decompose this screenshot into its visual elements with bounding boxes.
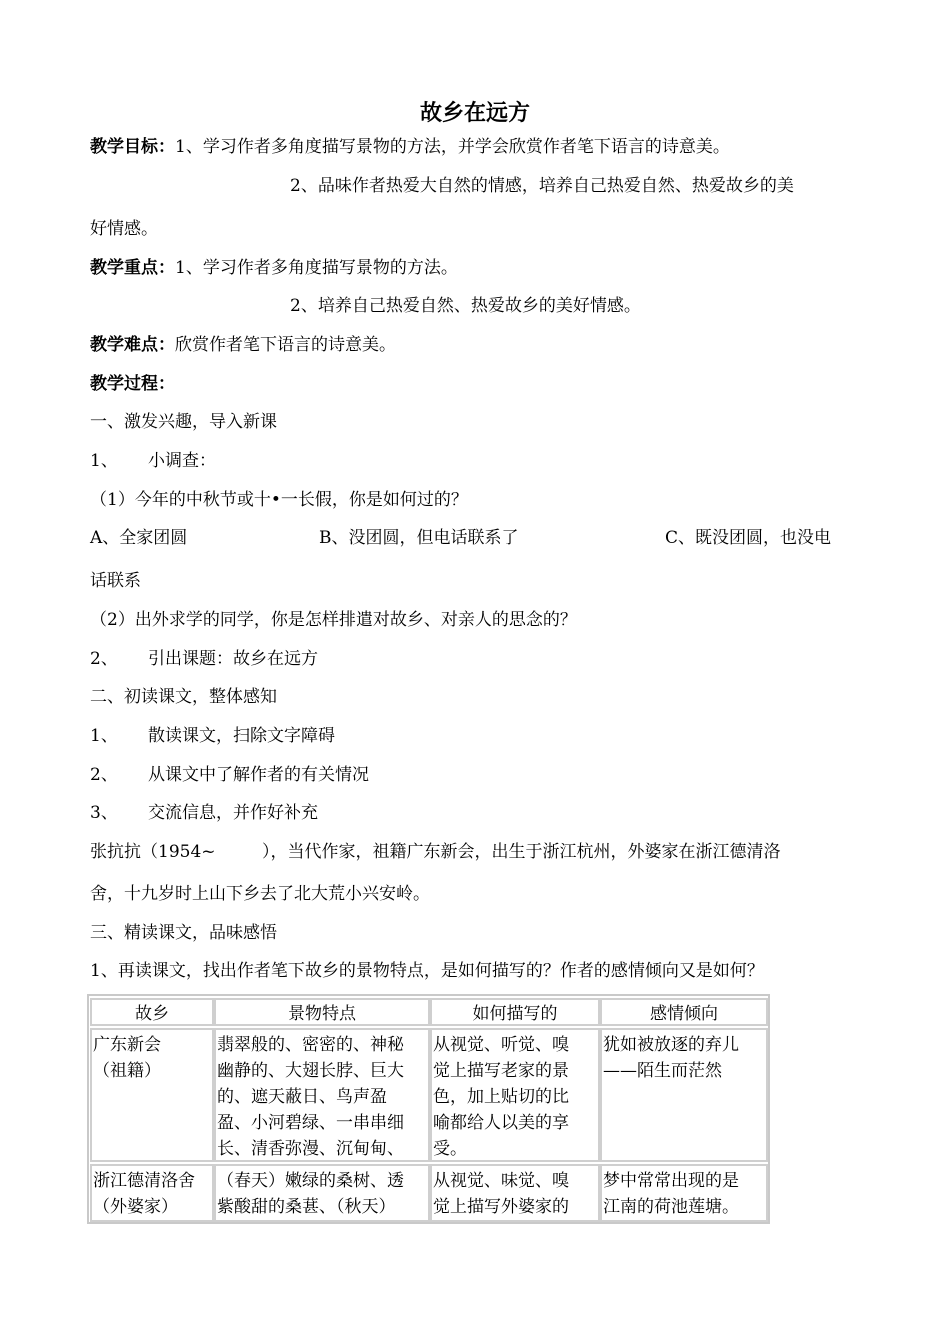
s1-2-number: 2、 <box>90 649 118 669</box>
author-intro-line2: 舍，十九岁时上山下乡去了北大荒小兴安岭。 <box>90 884 430 904</box>
objectives-label: 教学目标： <box>90 137 175 157</box>
difficulty-line <box>90 334 396 356</box>
author-intro-b: ），当代作家，祖籍广东新会，出生于浙江杭州，外婆家在浙江德清洛 <box>262 842 781 862</box>
task-1: 1、再读课文，找出作者笔下故乡的景物特点，是如何描写的？作者的感情倾向又是如何？ <box>90 961 764 981</box>
scenery-table <box>87 994 770 1224</box>
key-point-1: 1、学习作者多角度描写景物的方法。 <box>175 258 458 278</box>
row1-features-line: 的、遮天蔽日、鸟声盈 <box>217 1087 387 1107</box>
row1-how <box>430 1028 600 1162</box>
header-features: 景物特点 <box>214 998 430 1026</box>
row1-features-line: 盈、小河碧绿、一串串细 <box>217 1113 404 1133</box>
row1-how-line: 从视觉、听觉、嗅 <box>433 1035 569 1055</box>
option-c: C、既没团圆，也没电 <box>665 528 832 548</box>
row1-how-line: 色，加上贴切的比 <box>433 1087 569 1107</box>
row2-place-line: 浙江德清洛舍 <box>93 1171 195 1191</box>
row1-feeling <box>600 1028 768 1162</box>
objective-1: 1、学习作者多角度描写景物的方法，并学会欣赏作者笔下语言的诗意美。 <box>175 137 730 157</box>
row2-place-line: （外婆家） <box>93 1197 178 1217</box>
key-points-label: 教学重点： <box>90 258 175 278</box>
objective-2-line2: 好情感。 <box>90 219 158 239</box>
s1-2-text: 引出课题：故乡在远方 <box>148 649 318 669</box>
row2-features-line: （春天）嫩绿的桑树、透 <box>217 1171 404 1191</box>
section-1-heading: 一、激发兴趣，导入新课 <box>90 412 277 432</box>
option-b: B、没团圆，但电话联系了 <box>319 528 519 548</box>
row1-how-line: 觉上描写老家的景 <box>433 1061 569 1081</box>
objective-2-line1: 2、品味作者热爱大自然的情感，培养自己热爱自然、热爱故乡的美 <box>290 176 794 196</box>
author-intro-a: 张抗抗（1954~ <box>90 842 216 862</box>
header-how: 如何描写的 <box>430 998 600 1026</box>
row1-features <box>214 1028 430 1162</box>
header-feeling: 感情倾向 <box>600 998 768 1026</box>
row1-how-line: 受。 <box>433 1139 467 1159</box>
row1-how-line: 喻都给人以美的享 <box>433 1113 569 1133</box>
option-a: A、全家团圆 <box>90 528 188 548</box>
row1-place <box>90 1028 214 1162</box>
question-1: （1）今年的中秋节或十•一长假，你是如何过的？ <box>90 490 468 510</box>
row2-features-line: 紫酸甜的桑葚、（秋天） <box>217 1197 396 1217</box>
key-point-2: 2、培养自己热爱自然、热爱故乡的美好情感。 <box>290 296 641 316</box>
s2-1-text: 散读课文，扫除文字障碍 <box>148 726 335 746</box>
s2-2-text: 从课文中了解作者的有关情况 <box>148 765 369 785</box>
row2-how-line: 觉上描写外婆家的 <box>433 1197 569 1217</box>
row1-feeling-line: 犹如被放逐的弃儿 <box>603 1035 739 1055</box>
option-c-continued: 话联系 <box>90 571 141 591</box>
row2-feeling <box>600 1164 768 1222</box>
header-hometown: 故乡 <box>90 998 214 1026</box>
row1-place-line: 广东新会 <box>93 1035 161 1055</box>
row2-how-line: 从视觉、味觉、嗅 <box>433 1171 569 1191</box>
row1-feeling-line: ——陌生而茫然 <box>603 1061 722 1081</box>
row2-feeling-line: 梦中常常出现的是 <box>603 1171 739 1191</box>
s2-2-number: 2、 <box>90 765 118 785</box>
process-label: 教学过程： <box>90 374 175 394</box>
row2-place <box>90 1164 214 1222</box>
row1-features-line: 幽静的、大翅长脖、巨大 <box>217 1061 404 1081</box>
page-title: 故乡在远方 <box>419 101 530 126</box>
difficulty-text: 欣赏作者笔下语言的诗意美。 <box>175 335 396 355</box>
key-points-line1 <box>90 257 458 279</box>
question-2: （2）出外求学的同学，你是怎样排遣对故乡、对亲人的思念的？ <box>90 610 577 630</box>
s1-1-text: 小调查： <box>148 451 216 471</box>
objectives-line1 <box>90 136 730 158</box>
section-2-heading: 二、初读课文，整体感知 <box>90 687 277 707</box>
row2-feeling-line: 江南的荷池莲塘。 <box>603 1197 739 1217</box>
row1-features-line: 长、清香弥漫、沉甸甸、 <box>217 1139 404 1159</box>
row2-how <box>430 1164 600 1222</box>
difficulty-label: 教学难点： <box>90 335 175 355</box>
row1-place-line: （祖籍） <box>93 1061 161 1081</box>
s2-1-number: 1、 <box>90 726 118 746</box>
s2-3-text: 交流信息，并作好补充 <box>148 803 318 823</box>
row1-features-line: 翡翠般的、密密的、神秘 <box>217 1035 404 1055</box>
row2-features <box>214 1164 430 1222</box>
s1-1-number: 1、 <box>90 451 118 471</box>
section-3-heading: 三、精读课文，品味感悟 <box>90 923 277 943</box>
s2-3-number: 3、 <box>90 803 118 823</box>
